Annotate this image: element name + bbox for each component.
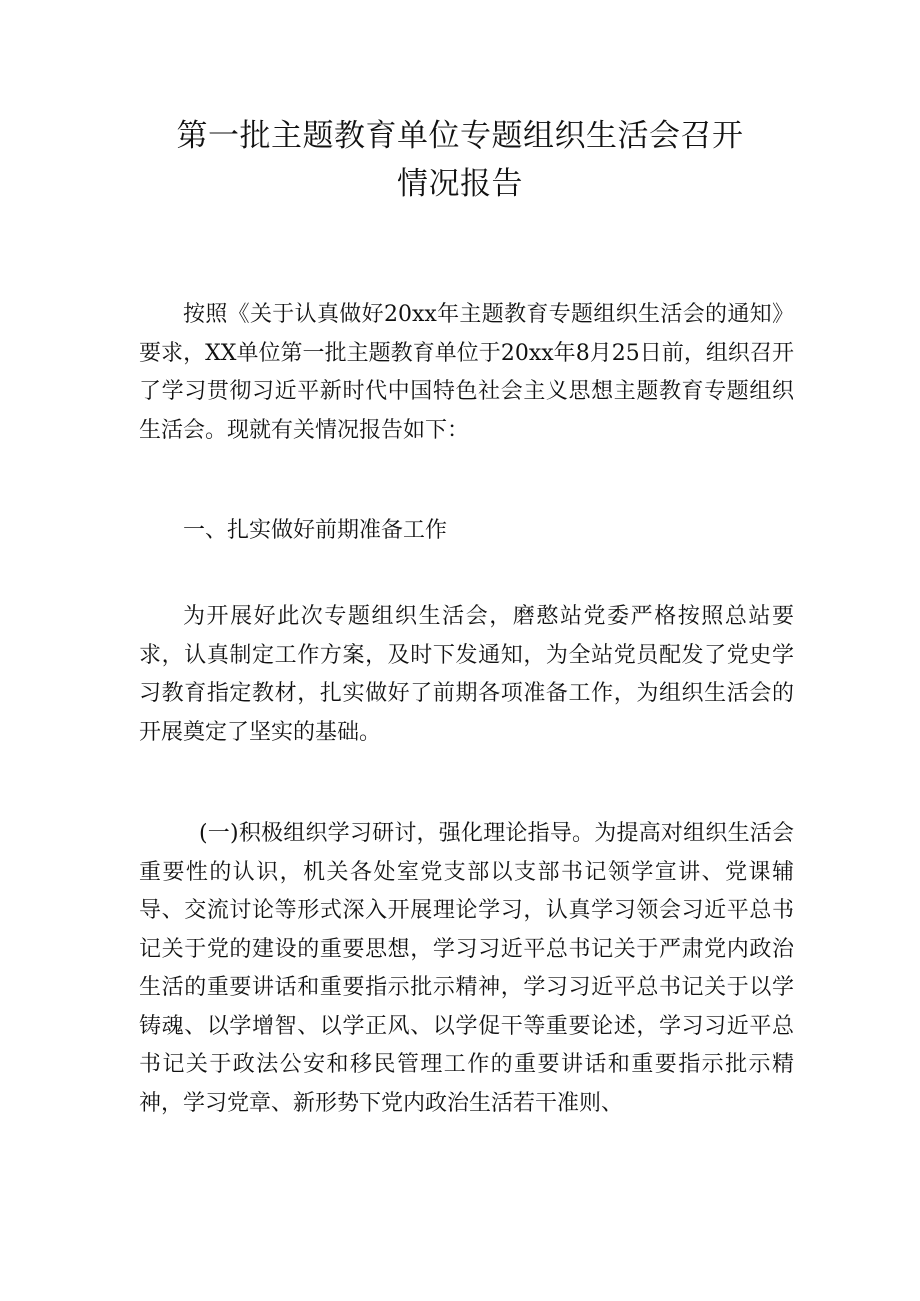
intro-paragraph: 按照《关于认真做好20xx年主题教育专题组织生活会的通知》要求，XX单位第一批主题教育单位于20xx年8月25日前，组织召开了学习贯彻习近平新时代中国特色社会主义思想主题教育专题组织生活会。现就有关情况报告如下：	[139, 302, 794, 443]
body-paragraph: 为开展好此次专题组织生活会，磨憨站党委严格按照总站要求，认真制定工作方案，及时下发通知，为全站党员配发了党史学习教育指定教材，扎实做好了前期各项准备工作，为组织生活会的开展奠定了坚实的基础。	[139, 604, 794, 745]
title-line-1: 第一批主题教育单位专题组织生活会召开	[176, 118, 744, 154]
title-line-2: 情况报告	[397, 166, 523, 202]
body-paragraph: (一)积极组织学习研讨，强化理论指导。为提高对组织生活会重要性的认识，机关各处室党支部以支部书记领学宣讲、党课辅导、交流讨论等形式深入开展理论学习，认真学习领会习近平总书记关于党的建设的重要思想，学习习近平总书记关于严肃党内政治生活的重要讲话和重要指示批示精神，学习习近平总书记关于以学铸魂、以学增智、以学正风、以学促干等重要论述，学习习近平总书记关于政法公安和移民管理工作的重要讲话和重要指示批示精神，学习党章、新形势下党内政治生活若干准则、	[139, 821, 794, 1116]
document-title	[0, 112, 920, 208]
section-heading: 一、扎实做好前期准备工作	[183, 518, 448, 543]
